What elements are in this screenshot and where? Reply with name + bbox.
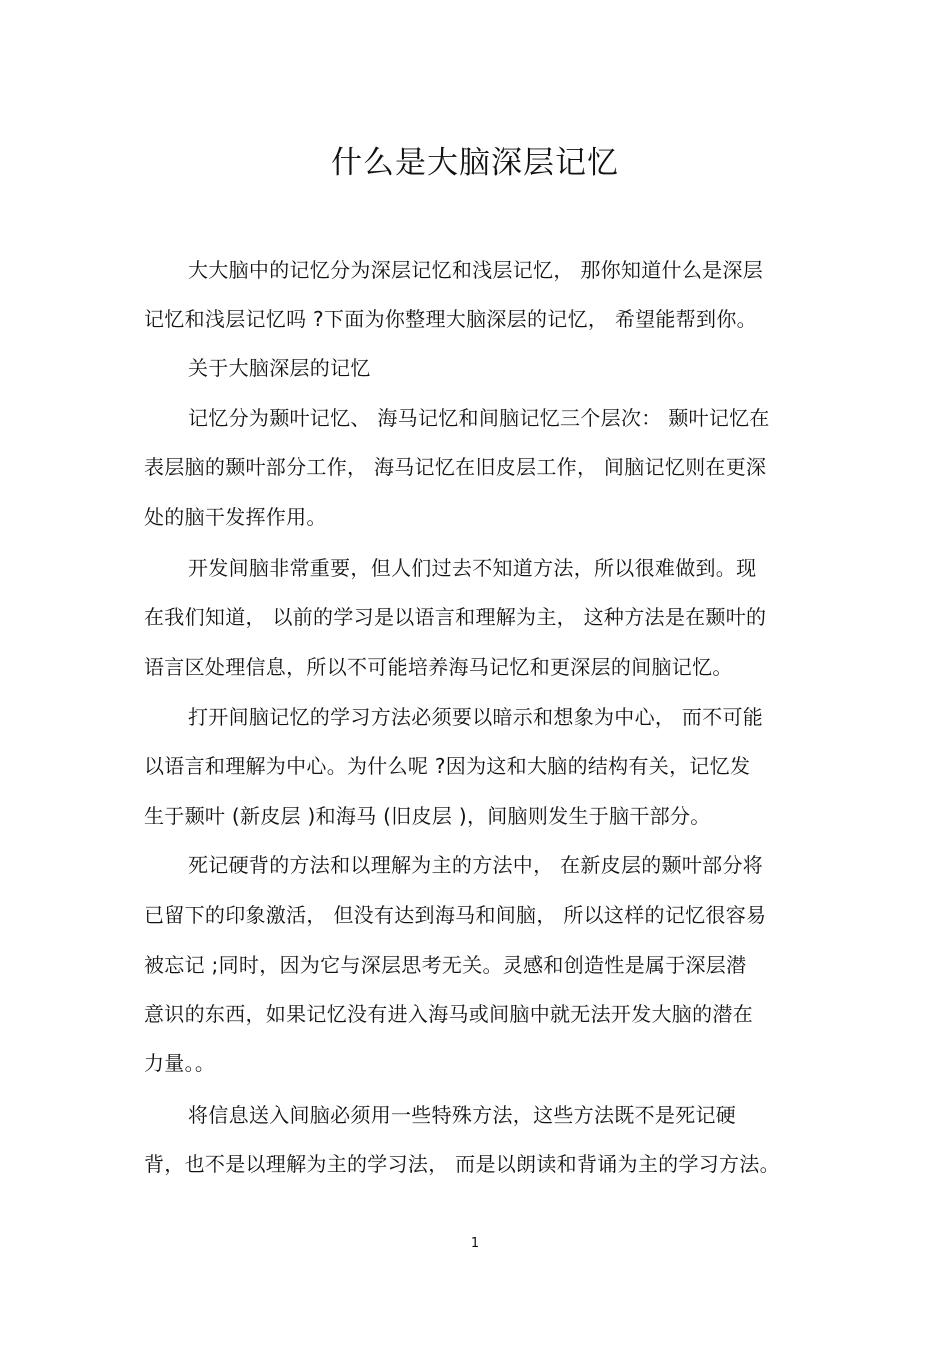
text-line: 记忆和浅层记忆吗 ?下面为你整理大脑深层的记忆， 希望能帮到你。 <box>144 307 757 331</box>
text-line: 处的脑干发挥作用。 <box>144 505 327 529</box>
text-line: 在我们知道， 以前的学习是以语言和理解为主， 这种方法是在颞叶的 <box>144 605 767 629</box>
text-line: 力量。。 <box>144 1051 216 1075</box>
text-line: 死记硬背的方法和以理解为主的方法中， 在新皮层的颞叶部分将 <box>188 853 764 877</box>
text-line: 打开间脑记忆的学习方法必须要以暗示和想象为中心， 而不可能 <box>188 705 764 729</box>
text-line: 记忆分为颞叶记忆、 海马记忆和间脑记忆三个层次： 颞叶记忆在 <box>188 406 770 430</box>
text-line: 意识的东西，如果记忆没有进入海马或间脑中就无法开发大脑的潜在 <box>144 1002 753 1026</box>
text-line: 被忘记 ;同时，因为它与深层思考无关。灵感和创造性是属于深层潜 <box>144 953 747 977</box>
text-line: 关于大脑深层的记忆 <box>188 356 371 380</box>
text-line: 背，也不是以理解为主的学习法， 而是以朗读和背诵为主的学习方法。 <box>144 1152 780 1176</box>
text-line: 已留下的印象激活， 但没有达到海马和间脑， 所以这样的记忆很容易 <box>144 903 767 927</box>
text-line: 表层脑的颞叶部分工作， 海马记忆在旧皮层工作， 间脑记忆则在更深 <box>144 455 767 479</box>
text-line: 开发间脑非常重要，但人们过去不知道方法，所以很难做到。现 <box>188 556 757 580</box>
text-line: 大大脑中的记忆分为深层记忆和浅层记忆， 那你知道什么是深层 <box>188 258 764 282</box>
page-number: 1 <box>470 1236 480 1251</box>
text-line: 语言区处理信息，所以不可能培养海马记忆和更深层的间脑记忆。 <box>144 655 733 679</box>
document-title: 什么是大脑深层记忆 <box>331 145 619 181</box>
text-line: 以语言和理解为中心。为什么呢 ?因为这和大脑的结构有关，记忆发 <box>144 754 751 778</box>
text-line: 将信息送入间脑必须用一些特殊方法，这些方法既不是死记硬 <box>188 1103 737 1127</box>
text-line: 生于颞叶 (新皮层 )和海马 (旧皮层 )，间脑则发生于脑干部分。 <box>144 804 711 828</box>
